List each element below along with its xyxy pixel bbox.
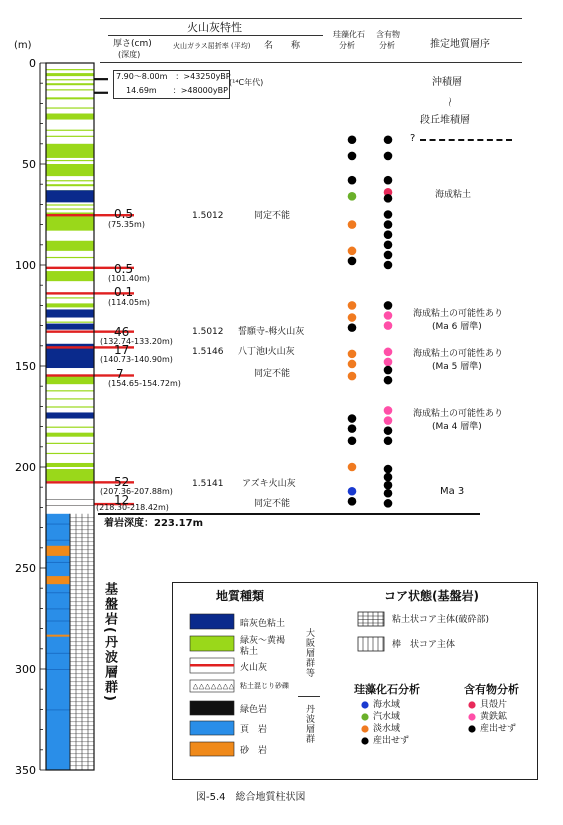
legend-item-ash: 火山灰 xyxy=(240,663,268,673)
header-depth: (深度) xyxy=(118,50,141,59)
ash-6-depth: (154.65-154.72m) xyxy=(108,379,181,388)
header-inclusion-2: 分析 xyxy=(379,41,395,50)
header-estimated-layer: 推定地質層序 xyxy=(430,39,490,50)
legend-inclusion-pyrite: 黄鉄鉱 xyxy=(480,712,508,722)
legend-inclusion-shell: 貝殻片 xyxy=(480,700,508,710)
legend-dot-diatom_marine xyxy=(361,701,368,708)
layer-alluvium: 沖積層 xyxy=(432,77,462,88)
legend-dot-diatom_fresh xyxy=(361,725,368,732)
legend-swatch-green-clay xyxy=(190,636,234,651)
legend-diatom-brackish: 汽水域 xyxy=(373,712,401,722)
legend-item-sandstone: 砂 岩 xyxy=(240,746,268,756)
legend-diatom-none: 産出せず xyxy=(373,736,410,746)
ash-4-thickness: 46 xyxy=(114,325,130,339)
legend-core-fractured-swatch xyxy=(358,612,384,626)
legend-group-osaka: 大阪層群等 xyxy=(304,628,314,678)
legend-item-green-clay-1: 緑灰〜黄褐 xyxy=(240,636,286,646)
legend-group-divider xyxy=(298,696,320,697)
layer-ma5-1: 海成粘土の可能性あり xyxy=(413,349,504,359)
axis-tick-label: 250 xyxy=(15,562,36,575)
legend-swatch-sandstone xyxy=(190,742,234,756)
ash-2-thickness: 0.5 xyxy=(114,262,134,276)
legend-diatom-fresh: 淡水域 xyxy=(373,724,401,734)
layer-ma6-1: 海成粘土の可能性あり xyxy=(413,309,504,319)
ash-1-depth: (75.35m) xyxy=(108,220,145,229)
layer-ma4-1: 海成粘土の可能性あり xyxy=(413,409,504,419)
legend-item-greenstone: 緑色岩 xyxy=(240,705,268,715)
layer-ma5-2: (Ma 5 層準) xyxy=(432,362,482,372)
ash-3-thickness: 0.1 xyxy=(114,285,134,299)
layer-ma3: Ma 3 xyxy=(440,486,465,497)
legend-core-title: コア状態(基盤岩) xyxy=(384,589,479,603)
legend-diatom-title: 珪藻化石分析 xyxy=(354,683,420,696)
legend-item-shale: 頁 岩 xyxy=(240,725,268,735)
header-thickness: 厚さ(cm) xyxy=(113,39,152,49)
ash-5-thickness: 17 xyxy=(114,343,130,357)
ash-6-thickness: 7 xyxy=(116,367,124,381)
legend-dot-shell xyxy=(468,701,475,708)
axis-tick-label: 350 xyxy=(15,764,36,777)
header-name: 名 称 xyxy=(264,41,301,51)
dating-note: (¹⁴C年代) xyxy=(229,78,264,87)
legend-inclusion-title: 含有物分析 xyxy=(464,683,519,696)
ash-5-depth: (140.73-140.90m) xyxy=(100,355,173,364)
legend-core-rod: 棒 状コア主体 xyxy=(392,640,456,650)
ash-1-refractive: 1.5012 xyxy=(192,211,224,221)
legend-swatch-dark-clay xyxy=(190,614,234,629)
layer-wave: 〜 xyxy=(443,97,454,107)
layer-ma4-2: (Ma 4 層準) xyxy=(432,422,482,432)
dating-row-2: 14.69m ：>48000yBP xyxy=(126,86,228,95)
ash-1-thickness: 0.5 xyxy=(114,207,134,221)
legend-swatch-ash xyxy=(190,664,234,667)
legend-item-dark-clay: 暗灰色粘土 xyxy=(240,619,286,629)
layer-question: ? xyxy=(410,133,416,144)
ash-6-name: 同定不能 xyxy=(254,369,291,379)
legend-core-rod-swatch xyxy=(358,637,384,651)
legend-item-gravel: 粘土混じり砂礫 xyxy=(240,682,289,690)
legend-swatch-shale xyxy=(190,721,234,735)
axis-tick-label: 300 xyxy=(15,663,36,676)
bedrock-label: 基盤岩(丹波層群) xyxy=(102,582,117,703)
legend-item-green-clay-2: 粘土 xyxy=(240,647,259,657)
ash-4-name: 誓願寺-栂火山灰 xyxy=(238,327,305,337)
legend-geology-title: 地質種類 xyxy=(216,589,265,603)
axis-tick-label: 150 xyxy=(15,360,36,373)
ash-8-name: 同定不能 xyxy=(254,499,291,509)
header-group-title: 火山灰特性 xyxy=(187,21,242,34)
dating-row-1: 7.90〜8.00m ：>43250yBP xyxy=(116,72,231,81)
ash-8-depth: (218.30-218.42m) xyxy=(96,503,169,512)
legend-diatom-marine: 海水域 xyxy=(373,700,401,710)
axis-tick-label: 0 xyxy=(29,57,36,70)
header-diatom-1: 珪藻化石 xyxy=(333,30,365,39)
header-refractive: 火山ガラス屈折率 (平均) xyxy=(173,42,251,50)
ash-3-depth: (114.05m) xyxy=(108,298,151,307)
legend-inclusion-none: 産出せず xyxy=(480,724,517,734)
legend-swatch-greenstone xyxy=(190,701,234,715)
layer-marine-clay: 海成粘土 xyxy=(435,190,472,200)
legend-dot-none xyxy=(468,725,475,732)
legend-dot-diatom_brackish xyxy=(361,713,368,720)
header-diatom-2: 分析 xyxy=(339,41,355,50)
ash-7-name: アズキ火山灰 xyxy=(242,479,296,489)
layer-terrace: 段丘堆積層 xyxy=(420,115,470,126)
ash-8-thickness: 12 xyxy=(114,493,130,507)
legend-core-fractured: 粘土状コア主体(破砕部) xyxy=(392,615,490,625)
legend-dot-pyrite xyxy=(468,713,475,720)
ash-7-depth: (207.36-207.88m) xyxy=(100,487,173,496)
axis-unit: (m) xyxy=(14,40,32,51)
header-inclusion-1: 含有物 xyxy=(376,30,400,39)
ash-2-depth: (101.40m) xyxy=(108,274,151,283)
axis-tick-label: 100 xyxy=(15,259,36,272)
legend-dot-none xyxy=(361,737,368,744)
axis-tick-label: 200 xyxy=(15,461,36,474)
ash-1-name: 同定不能 xyxy=(254,211,291,221)
bedrock-depth-label: 着岩深度：223.17m xyxy=(104,518,204,529)
ash-4-refractive: 1.5012 xyxy=(192,327,224,337)
ash-5-name: 八丁池Ⅰ火山灰 xyxy=(238,347,295,357)
axis-tick-label: 50 xyxy=(22,158,36,171)
ash-7-refractive: 1.5141 xyxy=(192,479,224,489)
ash-7-thickness: 52 xyxy=(114,475,130,489)
ash-5-refractive: 1.5146 xyxy=(192,347,224,357)
ash-4-depth: (132.74-133.20m) xyxy=(100,337,173,346)
figure-caption: 図-5.4 総合地質柱状図 xyxy=(196,792,306,803)
layer-ma6-2: (Ma 6 層準) xyxy=(432,322,482,332)
legend-group-tanba: 丹波層群 xyxy=(304,704,314,744)
